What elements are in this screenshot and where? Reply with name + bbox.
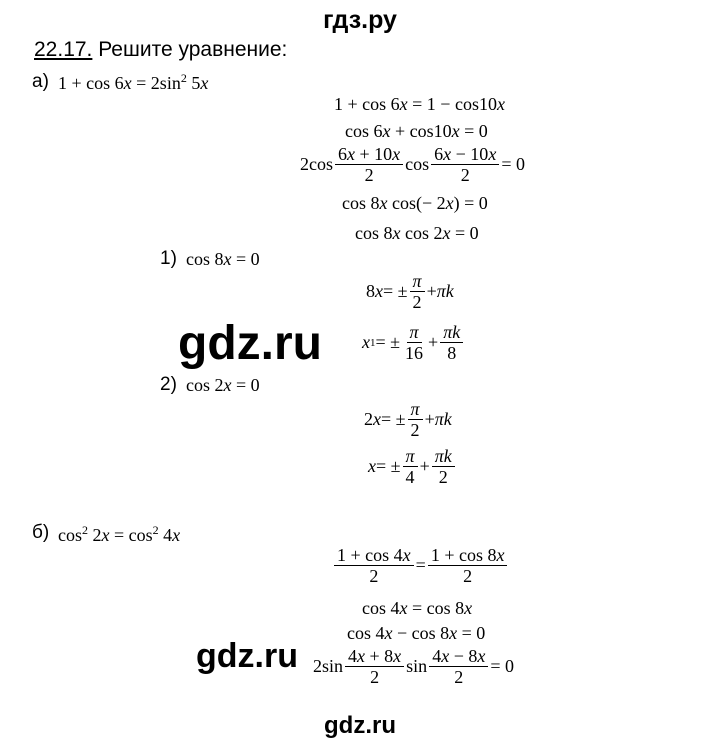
step-a-4: cos 8x cos(− 2x) = 0 <box>342 193 488 213</box>
case-2-step-1: 2 x = ± π 2 + πk <box>364 399 452 440</box>
case-2-label: 2) <box>160 374 177 395</box>
case-2-step-2: x = ± π 4 + πk 2 <box>368 446 457 487</box>
watermark-medium: gdz.ru <box>196 637 298 675</box>
part-a-label: а) <box>32 71 49 92</box>
site-footer: gdz.ru <box>324 712 396 739</box>
step-b-2: cos 4x = cos 8x <box>362 598 473 618</box>
part-b-label: б) <box>32 522 50 543</box>
part-a-equation: $1 + \cos 6x = 2\sin^2$ 5x <box>58 71 209 93</box>
step-a-1: 1 + cos 6x = 1 − cos10x <box>334 94 505 114</box>
problem-title <box>34 38 287 62</box>
case-1-label: 1) <box>160 248 177 269</box>
problem-text: Решите уравнение: <box>92 38 288 61</box>
step-b-1: 1 + cos 4x 2 = 1 + cos 8x 2 <box>332 545 509 586</box>
step-b-3: cos 4x − cos 8x = 0 <box>347 623 486 643</box>
case-1-equation: cos 8x = 0 <box>186 249 260 269</box>
watermark-large: gdz.ru <box>178 317 322 370</box>
step-a-5: cos 8x cos 2x = 0 <box>355 223 479 243</box>
problem-number: 22.17. <box>34 38 93 61</box>
case-1-step-1: 8 x = ± π 2 + πk <box>366 271 454 312</box>
part-b-equation: $\cos^2 2x = \cos^2 4x$ <box>58 523 181 545</box>
case-1-step-2: x 1 = ± π 16 + πk 8 <box>362 322 465 363</box>
case-2-equation: cos 2x = 0 <box>186 375 260 395</box>
step-a-3: 2cos 6x + 10x 2 cos 6x − 10x 2 = 0 <box>300 144 525 185</box>
step-b-4: 2sin 4x + 8x 2 sin 4x − 8x 2 = 0 <box>313 646 514 687</box>
site-title: гдз.ру <box>323 6 397 34</box>
step-a-2: cos 6x + cos10x = 0 <box>345 121 488 141</box>
